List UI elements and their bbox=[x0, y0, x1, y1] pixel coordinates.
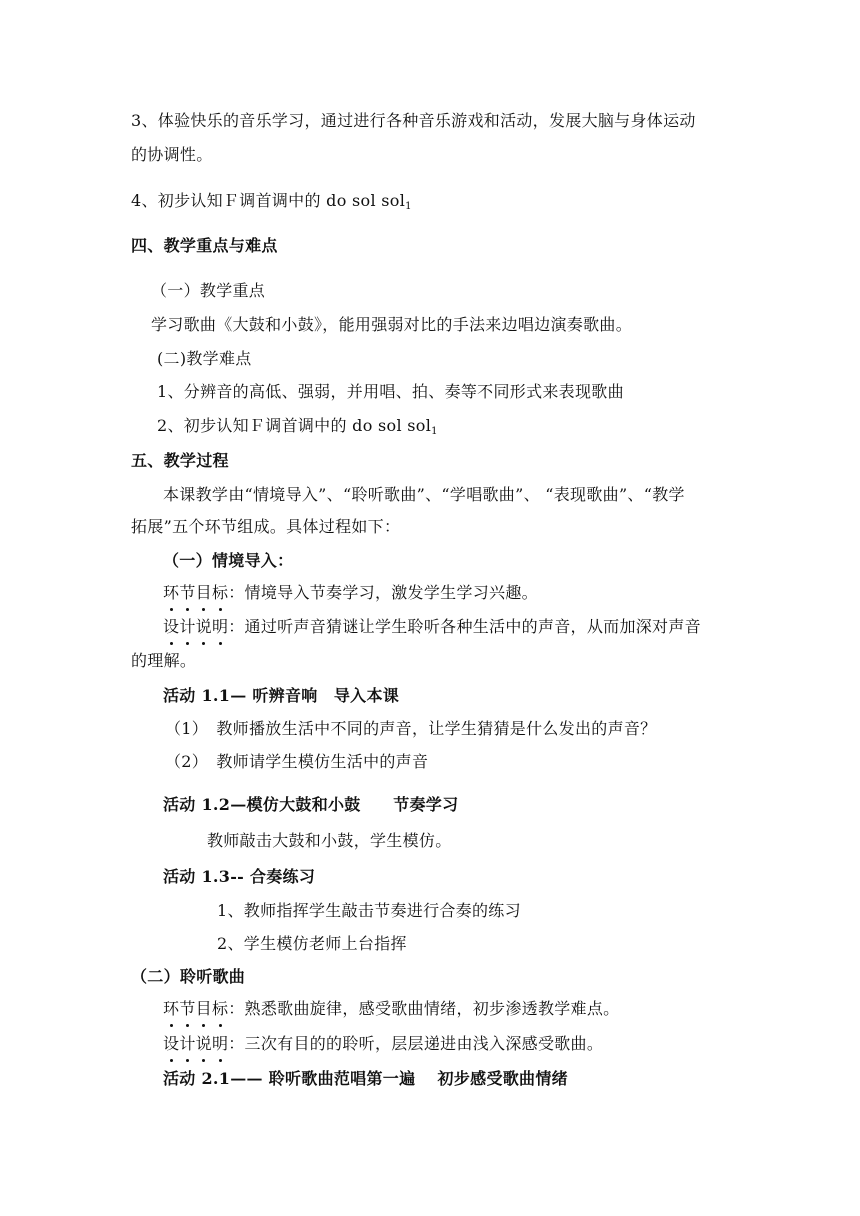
part-2-goal bbox=[163, 998, 619, 1020]
emphasis-dot-char: 明 bbox=[211, 1034, 229, 1053]
emphasis-dot-char: 设 bbox=[163, 617, 180, 636]
part-2-title: （二）聆听歌曲 bbox=[131, 967, 246, 986]
emphasis-dot-char: 标 bbox=[211, 999, 229, 1018]
emphasis-dot-char: 设 bbox=[163, 1034, 180, 1053]
part-2-design-text: ：三次有目的的聆听，层层递进由浅入深感受歌曲。 bbox=[228, 1034, 604, 1053]
emphasis-dot-char: 环 bbox=[163, 583, 180, 602]
emphasis-dot-char: 明 bbox=[211, 617, 229, 636]
goal-item-4 bbox=[131, 190, 412, 218]
difficulty-item-2-text: 2、初步认知Ｆ调首调中的 do sol sol bbox=[157, 416, 432, 435]
section-5-heading: 五、教学过程 bbox=[131, 451, 229, 470]
part-1-goal bbox=[163, 582, 538, 604]
section-4-heading: 四、教学重点与难点 bbox=[131, 236, 278, 255]
emphasis-dot-char: 计 bbox=[179, 1034, 196, 1053]
activity-1-3-title: 活动 1.3-- 合奏练习 bbox=[163, 867, 316, 886]
difficulty-item-2-subscript: 1 bbox=[431, 426, 438, 437]
emphasis-dot-char: 目 bbox=[195, 583, 212, 602]
activity-1-1-title: 活动 1.1— 听辨音响 导入本课 bbox=[163, 686, 400, 705]
part-1-design bbox=[163, 616, 701, 638]
emphasis-dot-char: 标 bbox=[211, 583, 229, 602]
activity-2-1-title: 活动 2.1—— 聆听歌曲范唱第一遍 初步感受歌曲情绪 bbox=[163, 1069, 568, 1088]
key-point-text: 学习歌曲《大鼓和小鼓》，能用强弱对比的手法来边唱边演奏歌曲。 bbox=[151, 315, 633, 334]
goal-item-3-line1: 3、体验快乐的音乐学习，通过进行各种音乐游戏和活动，发展大脑与身体运动 bbox=[131, 111, 696, 130]
difficulty-item-2 bbox=[157, 415, 438, 443]
part-1-design-text-line1: ：通过听声音猜谜让学生聆听各种生活中的声音，从而加深对声音 bbox=[228, 617, 701, 636]
emphasis-dot-char: 节 bbox=[179, 583, 196, 602]
activity-1-1-step-2: （2） 教师请学生模仿生活中的声音 bbox=[165, 752, 429, 771]
emphasis-dot-char: 目 bbox=[195, 999, 212, 1018]
part-2-design bbox=[163, 1033, 603, 1055]
part-2-goal-label bbox=[163, 999, 228, 1018]
goal-item-4-subscript: 1 bbox=[405, 201, 412, 212]
difficulty-item-1: 1、分辨音的高低、强弱，并用唱、拍、奏等不同形式来表现歌曲 bbox=[157, 382, 624, 401]
activity-1-2-title: 活动 1.2—模仿大鼓和小鼓 节奏学习 bbox=[163, 795, 459, 814]
part-1-design-text-line2: 的理解。 bbox=[131, 651, 197, 670]
goal-item-3-line2: 的协调性。 bbox=[131, 145, 213, 164]
part-2-goal-text: ：熟悉歌曲旋律，感受歌曲情绪，初步渗透教学难点。 bbox=[228, 999, 620, 1018]
emphasis-dot-char: 计 bbox=[179, 617, 196, 636]
key-point-label: （一）教学重点 bbox=[151, 281, 266, 300]
activity-1-3-step-1: 1、教师指挥学生敲击节奏进行合奏的练习 bbox=[217, 901, 521, 920]
part-1-title: （一）情境导入： bbox=[163, 551, 294, 570]
emphasis-dot-char: 环 bbox=[163, 999, 180, 1018]
process-intro-line2: 拓展”五个环节组成。具体过程如下： bbox=[131, 517, 401, 536]
difficulty-label: (二)教学难点 bbox=[157, 349, 252, 368]
emphasis-dot-char: 节 bbox=[179, 999, 196, 1018]
activity-1-2-text: 教师敲击大鼓和小鼓，学生模仿。 bbox=[207, 831, 452, 850]
part-1-goal-label bbox=[163, 583, 228, 602]
part-2-design-label bbox=[163, 1034, 228, 1053]
goal-item-4-text: 4、初步认知Ｆ调首调中的 do sol sol bbox=[131, 191, 406, 210]
emphasis-dot-char: 说 bbox=[195, 617, 212, 636]
activity-1-3-step-2: 2、学生模仿老师上台指挥 bbox=[217, 934, 407, 953]
process-intro-line1: 本课教学由“情境导入”、“聆听歌曲”、“学唱歌曲”、 “表现歌曲”、“教学 bbox=[163, 485, 685, 504]
part-1-design-label bbox=[163, 617, 228, 636]
activity-1-1-step-1: （1） 教师播放生活中不同的声音，让学生猜猜是什么发出的声音？ bbox=[165, 719, 657, 738]
part-1-goal-text: ：情境导入节奏学习，激发学生学习兴趣。 bbox=[228, 583, 538, 602]
emphasis-dot-char: 说 bbox=[195, 1034, 212, 1053]
